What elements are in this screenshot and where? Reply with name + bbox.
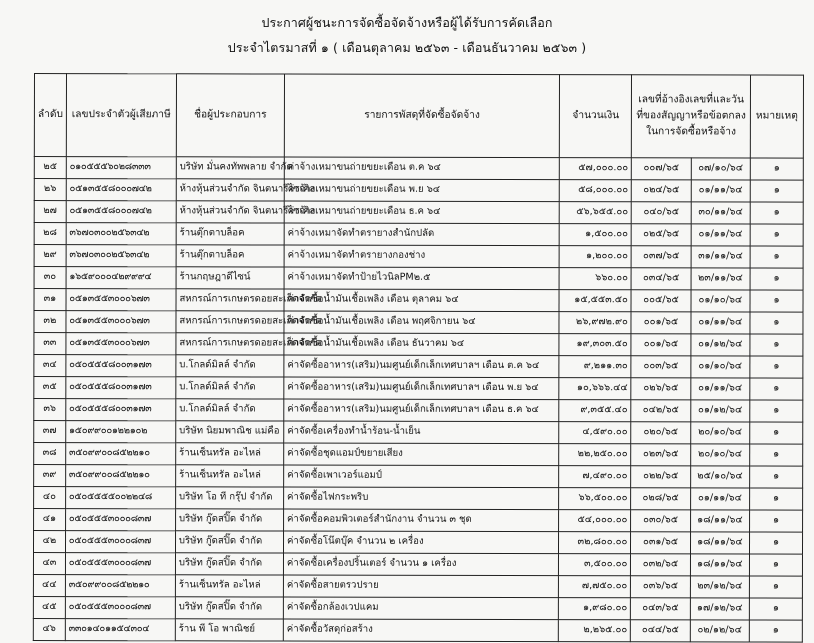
reference-date-cell: ๓๐/๑๑/๖๔ xyxy=(691,202,750,224)
item-description-cell: ค่าจัดซื้อโน๊ตบุ๊ค จำนวน ๒ เครื่อง xyxy=(283,531,558,554)
vendor-name-cell: บริษัท กู๊ดสปิ๊ด จำกัด xyxy=(175,553,283,575)
item-description-cell: ค่าจัดซื้อน้ำมันเชื้อเพลิง เดือน ตุลาคม ๖๔ xyxy=(284,289,559,312)
note-cell: ๑ xyxy=(750,356,803,378)
note-cell: ๑ xyxy=(750,378,803,400)
reference-number-cell: ๐๐๑/๖๕ xyxy=(631,334,690,356)
note-cell: ๑ xyxy=(749,598,802,620)
document-subtitle: ประจำไตรมาสที่ ๑ ( เดือนตุลาคม ๒๕๖๓ - เดือนธันวาคม ๒๕๖๓ ) xyxy=(227,40,587,55)
item-description-cell: ค่าจ้างเหมาขนถ่ายขยะเดือน ธ.ค ๖๔ xyxy=(284,201,559,224)
tax-id-cell: ๐๕๐๕๕๕๓๐๐๐๘๓๗ xyxy=(65,531,175,553)
table-row xyxy=(33,574,802,598)
row-number: ๓๙ xyxy=(34,465,66,487)
tax-id-cell: ๓๕๐๙๙๐๐๘๕๒๒๑๐ xyxy=(65,465,175,487)
reference-number-cell: ๐๔๐/๖๕ xyxy=(632,202,691,224)
item-description-cell: ค่าจัดซื้อน้ำมันเชื้อเพลิง เดือน ธันวาคม ๖๔ xyxy=(284,333,559,356)
reference-date-cell: ๒๓/๑๒/๖๔ xyxy=(690,576,749,598)
row-number: ๒๕ xyxy=(34,157,66,179)
note-cell: ๑ xyxy=(749,554,802,576)
amount-cell: ๖๖,๕๐๐.๐๐ xyxy=(559,488,631,510)
vendor-name-cell: บริษัท โอ ที กรุ๊ป จำกัด xyxy=(176,487,284,509)
item-description-cell: ค่าจัดซื้อวัสดุก่อสร้าง xyxy=(283,619,558,642)
row-number: ๔๖ xyxy=(33,618,65,640)
col-header-item: รายการพัสดุที่จัดซื้อจัดจ้าง xyxy=(284,74,560,158)
reference-number-cell: ๐๐๑/๖๕ xyxy=(631,312,690,334)
tax-id-cell: ๓๓๐๑๔๐๑๑๕๔๓๐๔ xyxy=(65,619,175,641)
tax-id-cell: ๓๖๗๐๓๐๐๒๕๖๓๔๒ xyxy=(66,223,176,245)
amount-cell: ๒,๒๖๕.๐๐ xyxy=(559,620,631,642)
vendor-name-cell: ร้านตุ๊กตาบล็อค xyxy=(176,245,284,267)
amount-cell: ๒๒,๒๕๐.๐๐ xyxy=(559,444,631,466)
vendor-name-cell: บริษัท กู๊ดสปิ๊ด จำกัด xyxy=(175,597,283,619)
note-cell: ๑ xyxy=(750,400,803,422)
reference-number-cell: ๐๒๔/๖๕ xyxy=(632,180,691,202)
row-number: ๓๐ xyxy=(34,267,66,289)
vendor-name-cell: บริษัท กู๊ดสปิ๊ด จำกัด xyxy=(175,531,283,553)
reference-number-cell: ๐๓๒/๖๕ xyxy=(631,554,690,576)
item-description-cell: ค่าจัดซื้อคอมพิวเตอร์สำนักงาน จำนวน ๓ ชุด xyxy=(283,509,558,532)
vendor-name-cell: ร้านเซ็นทรัล อะไหล่ xyxy=(176,465,284,487)
vendor-name-cell: ร้านตุ๊กตาบล็อค xyxy=(176,223,284,245)
vendor-name-cell: ร้านกฤษฎาดีไซน์ xyxy=(176,267,284,289)
table-row xyxy=(34,333,803,357)
table-row xyxy=(34,487,803,511)
note-cell: ๑ xyxy=(750,180,803,202)
col-header-note: หมายเหตุ xyxy=(750,75,803,158)
note-cell: ๑ xyxy=(749,532,802,554)
reference-date-cell: ๐๑/๑๑/๖๔ xyxy=(691,312,750,334)
reference-number-cell: ๐๒๕/๖๕ xyxy=(631,224,690,246)
table-row xyxy=(34,509,803,533)
vendor-name-cell: บ.โกลด์มิลล์ จำกัด xyxy=(176,355,284,377)
amount-cell: ๕๗,๐๐๐.๐๐ xyxy=(560,158,632,180)
reference-number-cell: ๐๔๓/๖๕ xyxy=(631,598,690,620)
tax-id-cell: ๑๖๕๙๐๐๐๔๒๙๙๙๔ xyxy=(66,267,176,289)
table-row xyxy=(33,596,802,620)
vendor-name-cell: ร้านเซ็นทรัล อะไหล่ xyxy=(176,443,284,465)
reference-date-cell: ๐๒/๑๒/๖๔ xyxy=(690,620,749,642)
vendor-name-cell: ร้าน พี โอ พาณิชย์ xyxy=(175,619,283,641)
row-number: ๔๐ xyxy=(34,487,66,509)
item-description-cell: ค่าจัดซื้อเครื่องทำน้ำร้อน-น้ำเย็น xyxy=(284,421,559,444)
reference-number-cell: ๐๐๕/๖๕ xyxy=(631,290,690,312)
note-cell: ๑ xyxy=(750,202,803,224)
table-row xyxy=(34,223,803,247)
item-description-cell: ค่าจ้างเหมาจัดทำตรายางสำนักปลัด xyxy=(284,223,559,246)
col-header-taxid: เลขประจำตัวผู้เสียภาษี xyxy=(66,74,176,157)
item-description-cell: ค่าจ้างเหมาขนถ่ายขยะเดือน ต.ค ๖๔ xyxy=(284,157,559,180)
item-description-cell: ค่าจัดซื้อสายตรวปราย xyxy=(283,575,558,598)
tax-id-cell: ๐๕๐๕๕๕๘๐๐๓๑๗๓ xyxy=(66,355,176,377)
row-number: ๒๘ xyxy=(34,223,66,245)
table-row xyxy=(34,421,803,445)
reference-date-cell: ๐๑/๑๑/๖๔ xyxy=(691,224,750,246)
item-description-cell: ค่าจัดซื้อกล้องเวปแคม xyxy=(283,597,558,620)
tax-id-cell: ๐๕๑๓๕๕๘๐๐๐๗๔๒ xyxy=(66,201,176,223)
reference-date-cell: ๑๘/๑๑/๖๔ xyxy=(690,554,749,576)
note-cell: ๑ xyxy=(750,444,803,466)
tax-id-cell: ๐๕๐๕๕๕๓๐๐๐๘๓๗ xyxy=(65,597,175,619)
tax-id-cell: ๐๕๑๓๕๕๓๐๐๐๖๗๓ xyxy=(66,333,176,355)
table-row xyxy=(34,465,803,489)
note-cell: ๑ xyxy=(750,334,803,356)
row-number: ๔๓ xyxy=(33,553,65,575)
row-number: ๔๔ xyxy=(33,574,65,596)
tax-id-cell: ๐๕๐๕๕๕๘๐๐๓๑๗๓ xyxy=(66,399,176,421)
amount-cell: ๕๔,๐๐๐.๐๐ xyxy=(559,510,631,532)
amount-cell: ๑๐,๖๖๖.๔๔ xyxy=(559,378,631,400)
note-cell: ๑ xyxy=(749,620,802,642)
table-header-row xyxy=(34,74,803,159)
amount-cell: ๗,๗๕๐.๐๐ xyxy=(559,576,631,598)
reference-date-cell: ๐๗/๑๐/๖๔ xyxy=(691,158,750,180)
note-cell: ๑ xyxy=(750,268,803,290)
reference-number-cell: ๐๓๑/๖๕ xyxy=(631,532,690,554)
procurement-table-container xyxy=(33,73,804,643)
item-description-cell: ค่าจัดซื้ออาหาร(เสริม)นมศูนย์เด็กเล็กเทศบาลฯ เดือน ต.ค ๖๔ xyxy=(284,355,559,378)
amount-cell: ๕๘,๐๐๐.๐๐ xyxy=(560,180,632,202)
vendor-name-cell: บริษัท กู๊ดสปิ๊ด จำกัด xyxy=(175,509,283,531)
table-row xyxy=(34,267,803,291)
reference-number-cell: ๐๐๓/๖๕ xyxy=(631,356,690,378)
row-number: ๓๑ xyxy=(34,289,66,311)
table-row xyxy=(33,553,802,577)
tax-id-cell: ๐๕๐๕๕๕๘๐๐๓๑๗๓ xyxy=(66,377,176,399)
item-description-cell: ค่าจ้างเหมาจัดทำตรายางกองช่าง xyxy=(284,245,559,268)
item-description-cell: ค่าจัดซื้อไฟกระพริบ xyxy=(284,487,559,510)
row-number: ๔๑ xyxy=(34,509,66,531)
item-description-cell: ค่าจัดซื้ออาหาร(เสริม)นมศูนย์เด็กเล็กเทศบาลฯ เดือน ธ.ค ๖๔ xyxy=(284,399,559,422)
vendor-name-cell: บ.โกลด์มิลล์ จำกัด xyxy=(176,399,284,421)
vendor-name-cell: บริษัท นิยมพาณิช แม่คือ xyxy=(176,421,284,443)
amount-cell: ๗,๔๙๐.๐๐ xyxy=(559,466,631,488)
col-header-no: ลำดับ xyxy=(34,74,66,157)
amount-cell: ๓๒,๘๐๐.๐๐ xyxy=(559,532,631,554)
reference-number-cell: ๐๓๗/๖๕ xyxy=(631,246,690,268)
amount-cell: ๙,๒๑๑.๓๐ xyxy=(559,356,631,378)
row-number: ๓๓ xyxy=(34,333,66,355)
table-body xyxy=(33,157,803,643)
reference-number-cell: ๐๐๗/๖๕ xyxy=(632,158,691,180)
tax-id-cell: ๑๕๐๙๙๐๐๑๒๒๑๐๒ xyxy=(65,421,175,443)
vendor-name-cell: บ.โกลด์มิลล์ จำกัด xyxy=(176,377,284,399)
reference-date-cell: ๒๕/๑๐/๖๔ xyxy=(690,466,749,488)
reference-number-cell: ๐๓๖/๖๕ xyxy=(631,576,690,598)
tax-id-cell: ๐๑๐๕๕๕๖๐๒๘๓๓๓ xyxy=(66,157,176,179)
item-description-cell: ค่าจัดซื้อเพาเวอร์แอมป์ xyxy=(284,465,559,488)
table-row xyxy=(34,245,803,269)
note-cell: ๑ xyxy=(750,422,803,444)
note-cell: ๑ xyxy=(750,488,803,510)
reference-date-cell: ๐๑/๑๑/๖๔ xyxy=(691,180,750,202)
row-number: ๒๗ xyxy=(34,201,66,223)
tax-id-cell: ๐๕๑๓๕๕๓๐๐๐๖๗๓ xyxy=(66,311,176,333)
amount-cell: ๑๕,๕๕๓.๕๐ xyxy=(559,290,631,312)
amount-cell: ๑,๙๘๐.๐๐ xyxy=(559,598,631,620)
tax-id-cell: ๓๕๐๙๙๐๐๘๕๒๒๑๐ xyxy=(65,443,175,465)
amount-cell: ๔,๕๙๐.๐๐ xyxy=(559,422,631,444)
reference-date-cell: ๐๑/๑๒/๖๔ xyxy=(691,334,750,356)
row-number: ๓๖ xyxy=(34,399,66,421)
vendor-name-cell: สหกรณ์การเกษตรดอยสะเก็ดจำกัด xyxy=(176,289,284,311)
table-row xyxy=(34,399,803,423)
reference-date-cell: ๐๑/๑๐/๖๔ xyxy=(691,356,750,378)
table-row xyxy=(34,311,803,335)
vendor-name-cell: บริษัท มั่นคงทัพพลาย จำกัด xyxy=(176,157,284,179)
row-number: ๒๖ xyxy=(34,179,66,201)
item-description-cell: ค่าจ้างเหมาจัดทำป้ายไวนิลPM๒.๕ xyxy=(284,267,559,290)
reference-number-cell: ๐๒๒/๖๕ xyxy=(631,466,690,488)
item-description-cell: ค่าจัดซื้ออาหาร(เสริม)นมศูนย์เด็กเล็กเทศบาลฯ เดือน พ.ย ๖๔ xyxy=(284,377,559,400)
table-row xyxy=(34,157,803,181)
note-cell: ๑ xyxy=(750,224,803,246)
reference-date-cell: ๑๗/๑๒/๖๔ xyxy=(690,598,749,620)
note-cell: ๑ xyxy=(750,466,803,488)
note-cell: ๑ xyxy=(749,576,802,598)
col-header-reference: เลขที่อ้างอิงเลขที่และวันที่ของสัญญาหรือข้อตกลงในการจัดซื้อหรือจ้าง xyxy=(632,75,751,158)
table-row xyxy=(33,618,802,642)
row-number: ๔๒ xyxy=(33,531,65,553)
amount-cell: ๓,๕๐๐.๐๐ xyxy=(559,554,631,576)
row-number: ๓๒ xyxy=(34,311,66,333)
row-number: ๓๘ xyxy=(34,443,66,465)
vendor-name-cell: สหกรณ์การเกษตรดอยสะเก็ดจำกัด xyxy=(176,333,284,355)
table-row xyxy=(34,443,803,467)
reference-date-cell: ๒๓/๑๑/๖๔ xyxy=(691,268,750,290)
reference-date-cell: ๑๘/๑๑/๖๔ xyxy=(690,532,749,554)
item-description-cell: ค่าจัดซื้อเครื่องปริ้นเตอร์ จำนวน ๑ เครื่อง xyxy=(283,553,558,576)
reference-number-cell: ๐๒๐/๖๕ xyxy=(631,422,690,444)
tax-id-cell: ๐๕๑๓๕๕๘๐๐๐๗๔๒ xyxy=(66,179,176,201)
note-cell: ๑ xyxy=(750,158,803,180)
col-header-vendor: ชื่อผู้ประกอบการ xyxy=(176,74,284,157)
note-cell: ๑ xyxy=(750,290,803,312)
reference-date-cell: ๓๑/๑๑/๖๔ xyxy=(691,246,750,268)
row-number: ๒๙ xyxy=(34,245,66,267)
note-cell: ๑ xyxy=(750,246,803,268)
tax-id-cell: ๓๕๐๙๙๐๐๘๕๒๒๑๐ xyxy=(65,575,175,597)
reference-number-cell: ๐๒๖/๖๕ xyxy=(631,378,690,400)
reference-number-cell: ๐๔๒/๖๕ xyxy=(631,400,690,422)
tax-id-cell: ๐๕๐๕๕๕๓๐๐๐๘๓๗ xyxy=(65,509,175,531)
vendor-name-cell: ร้านเซ็นทรัล อะไหล่ xyxy=(175,575,283,597)
vendor-name-cell: ห้างหุ้นส่วนจำกัด จินตนารีไซเคิล xyxy=(176,201,284,223)
reference-date-cell: ๒๐/๑๐/๖๔ xyxy=(690,444,749,466)
amount-cell: ๑,๕๐๐.๐๐ xyxy=(559,224,631,246)
row-number: ๓๕ xyxy=(34,377,66,399)
col-header-amount: จำนวนเงิน xyxy=(560,75,632,158)
item-description-cell: ค่าจัดซื้อชุดแอมป์ขยายเสียง xyxy=(284,443,559,466)
amount-cell: ๙,๓๕๕.๔๐ xyxy=(559,400,631,422)
reference-date-cell: ๐๑/๑๑/๖๔ xyxy=(690,488,749,510)
note-cell: ๑ xyxy=(750,510,803,532)
table-row xyxy=(34,201,803,225)
reference-date-cell: ๐๑/๑๐/๖๔ xyxy=(691,290,750,312)
tax-id-cell: ๐๕๐๕๕๕๓๐๐๐๘๓๗ xyxy=(65,553,175,575)
document-title: ประกาศผู้ชนะการจัดซื้อจัดจ้างหรือผู้ได้รับการคัดเลือก xyxy=(261,15,553,30)
amount-cell: ๑๙,๓๐๓.๕๐ xyxy=(559,334,631,356)
table-row xyxy=(34,377,803,401)
reference-number-cell: ๐๓๐/๖๕ xyxy=(631,510,690,532)
vendor-name-cell: สหกรณ์การเกษตรดอยสะเก็ดจำกัด xyxy=(176,311,284,333)
tax-id-cell: ๐๕๑๓๕๕๓๐๐๐๖๗๓ xyxy=(66,289,176,311)
row-number: ๓๗ xyxy=(34,421,66,443)
item-description-cell: ค่าจ้างเหมาขนถ่ายขยะเดือน พ.ย ๖๔ xyxy=(284,179,559,202)
table-row xyxy=(34,289,803,313)
reference-number-cell: ๐๓๔/๖๕ xyxy=(631,268,690,290)
reference-date-cell: ๐๑/๑๑/๖๔ xyxy=(690,378,749,400)
reference-number-cell: ๐๔๔/๖๕ xyxy=(631,620,690,642)
table-row xyxy=(33,531,802,555)
row-number: ๔๕ xyxy=(33,596,65,618)
row-number: ๓๔ xyxy=(34,355,66,377)
reference-date-cell: ๑๘/๑๑/๖๔ xyxy=(690,510,749,532)
amount-cell: ๖๖๐.๐๐ xyxy=(559,268,631,290)
amount-cell: ๑,๒๐๐.๐๐ xyxy=(559,246,631,268)
reference-date-cell: ๒๐/๑๐/๖๔ xyxy=(690,422,749,444)
reference-number-cell: ๐๒๓/๖๕ xyxy=(631,444,690,466)
vendor-name-cell: ห้างหุ้นส่วนจำกัด จินตนารีไซเคิล xyxy=(176,179,284,201)
tax-id-cell: ๐๕๐๕๕๕๕๐๐๒๒๔๘ xyxy=(65,487,175,509)
reference-date-cell: ๐๑/๑๒/๖๔ xyxy=(690,400,749,422)
table-row xyxy=(34,179,803,203)
amount-cell: ๒๖,๙๗๒.๙๐ xyxy=(559,312,631,334)
item-description-cell: ค่าจัดซื้อน้ำมันเชื้อเพลิง เดือน พฤศจิกายน ๖๔ xyxy=(284,311,559,334)
tax-id-cell: ๓๖๗๐๓๐๐๒๕๖๓๔๒ xyxy=(66,245,176,267)
procurement-table xyxy=(33,73,804,643)
amount-cell: ๕๖,๖๕๕.๐๐ xyxy=(560,202,632,224)
table-row xyxy=(34,355,803,379)
reference-number-cell: ๐๒๘/๖๕ xyxy=(631,488,690,510)
note-cell: ๑ xyxy=(750,312,803,334)
